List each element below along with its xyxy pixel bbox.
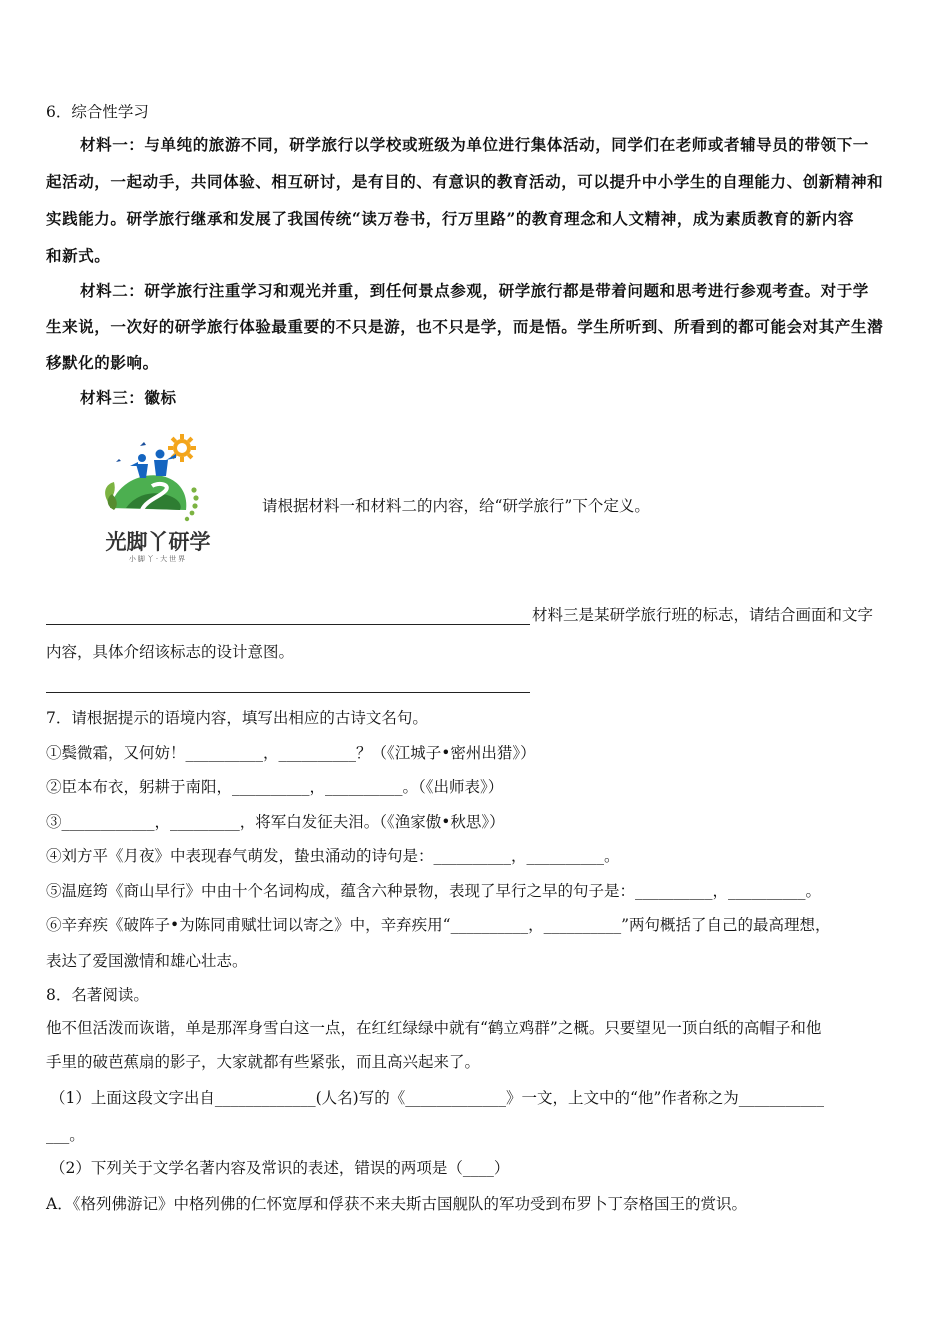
q8-sub-1-cont: ___。 — [46, 1126, 85, 1144]
material-1-line-4: 和新式。 — [46, 246, 111, 265]
q8-option-a: A．《格列佛游记》中格列佛的仁怀宽厚和俘获不来夫斯古国舰队的军功受到布罗卜丁奈格国王的赏识。 — [46, 1195, 747, 1213]
q6-title: 6．综合性学习 — [46, 103, 149, 121]
prompt-logo-design-a: 材料三是某研学旅行班的标志，请结合画面和文字 — [532, 606, 874, 624]
answer-line-2 — [46, 692, 530, 693]
q8-title: 8．名著阅读。 — [46, 986, 149, 1004]
q7-item-4: ④刘方平《月夜》中表现春气萌发，蛰虫涌动的诗句是：__________，__________。 — [46, 847, 620, 865]
material-2-line-1: 材料二：研学旅行注重学习和观光并重，到任何景点参观，研学旅行都是带着问题和思考进行参观考查。对于学 — [80, 281, 869, 300]
q7-item-3: ③____________，_________，将军白发征夫泪。（《渔家傲•秋思》） — [46, 813, 505, 831]
material-1-line-2: 起活动，一起动手，共同体验、相互研讨，是有目的、有意识的教育活动，可以提升中小学生的自理能力、创新精神和 — [46, 172, 884, 191]
q8-sub-2: （2）下列关于文学名著内容及常识的表述，错误的两项是（____） — [50, 1159, 510, 1177]
material-1-line-3: 实践能力。研学旅行继承和发展了我国传统“读万卷书，行万里路”的教育理念和人文精神，成为素质教育的新内容 — [46, 209, 854, 228]
material-3-label: 材料三：徽标 — [80, 388, 177, 407]
q7-title: 7．请根据提示的语境内容，填写出相应的古诗文名句。 — [46, 709, 428, 727]
q8-sub-1: （1）上面这段文字出自_____________(人名)写的《_____________》一文，上文中的“他”作者称之为___________ — [50, 1089, 825, 1107]
study-tour-logo — [96, 432, 220, 570]
q7-item-6-cont: 表达了爱国激情和雄心壮志。 — [46, 952, 248, 970]
answer-line-1 — [46, 624, 530, 625]
prompt-definition: 请根据材料一和材料二的内容，给“研学旅行”下个定义。 — [262, 497, 650, 515]
logo-graphic-icon — [96, 432, 220, 532]
q7-item-2: ②臣本布衣，躬耕于南阳，__________，__________。（《出师表》） — [46, 778, 504, 796]
q7-item-1: ①鬓微霜，又何妨！__________，__________？（《江城子•密州出猎》） — [46, 744, 536, 762]
prompt-logo-design-b: 内容，具体介绍该标志的设计意图。 — [46, 643, 295, 661]
q7-item-5: ⑤温庭筠《商山早行》中由十个名词构成，蕴含六种景物，表现了早行之早的句子是：__________，__________。 — [46, 882, 822, 900]
logo-slogan-text: 小脚丫·大世界 — [128, 555, 188, 563]
material-1-line-1: 材料一：与单纯的旅游不同，研学旅行以学校或班级为单位进行集体活动，同学们在老师或者辅导员的带领下一 — [80, 135, 869, 154]
logo-brand-text: 光脚丫研学 — [105, 530, 211, 554]
q7-item-6: ⑥辛弃疾《破阵子•为陈同甫赋壮词以寄之》中，辛弃疾用“__________，__________”两句概括了自己的最高理想， — [46, 916, 831, 934]
q8-passage-line-1: 他不但活泼而诙谐，单是那浑身雪白这一点，在红红绿绿中就有“鹤立鸡群”之概。只要望见一顶白纸的高帽子和他 — [46, 1019, 822, 1037]
q8-passage-line-2: 手里的破芭蕉扇的影子，大家就都有些紧张，而且高兴起来了。 — [46, 1053, 481, 1071]
material-2-line-3: 移默化的影响。 — [46, 353, 159, 372]
material-2-line-2: 生来说，一次好的研学旅行体验最重要的不只是游，也不只是学，而是悟。学生所听到、所看到的都可能会对其产生潜 — [46, 317, 884, 336]
